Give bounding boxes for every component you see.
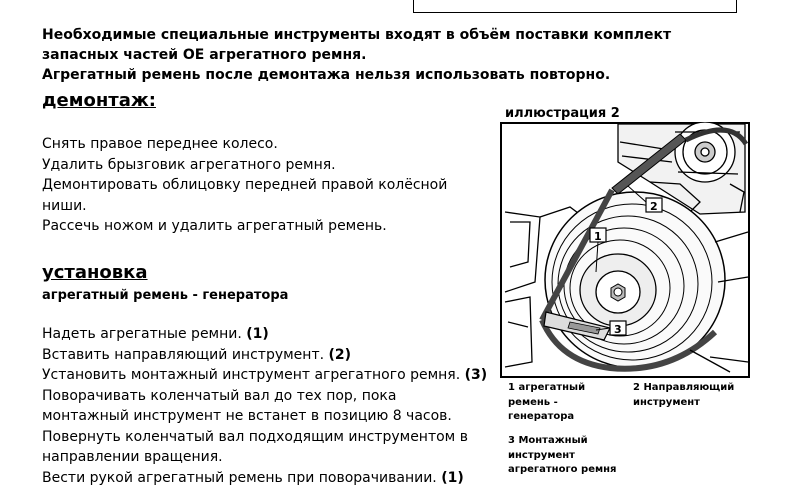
removal-step: Удалить брызговик агрегатного ремня. — [42, 155, 492, 176]
caption-1 — [508, 381, 585, 425]
caption-3 — [508, 434, 616, 478]
caption-line: генератора — [508, 410, 585, 425]
caption-line: агрегатного ремня — [508, 463, 616, 478]
install-steps — [42, 324, 492, 488]
install-step — [42, 345, 492, 366]
caption-line: инструмент — [633, 396, 734, 411]
install-step — [42, 406, 492, 427]
install-step — [42, 468, 492, 488]
caption-2 — [633, 381, 734, 410]
removal-steps — [42, 134, 492, 237]
notice-block — [42, 25, 762, 85]
install-step — [42, 365, 492, 386]
belt-illustration — [500, 122, 750, 378]
top-frame-box — [413, 0, 737, 13]
callout-label: 1 — [594, 230, 602, 243]
removal-step: Рассечь ножом и удалить агрегатный ремень. — [42, 216, 492, 237]
step-text: монтажный инструмент не встанет в позицию 8 часов. — [42, 408, 452, 424]
step-text: Вести рукой агрегатный ремень при поворачивании. — [42, 470, 441, 486]
caption-line: 2 Направляющий — [633, 381, 734, 396]
caption-line: 1 агрегатный — [508, 381, 585, 396]
step-ref: (2) — [329, 347, 352, 363]
notice-line: запасных частей ОЕ агрегатного ремня. — [42, 45, 762, 65]
removal-step: Снять правое переднее колесо. — [42, 134, 492, 155]
notice-line: Агрегатный ремень после демонтажа нельзя использовать повторно. — [42, 65, 762, 85]
caption-line: инструмент — [508, 449, 616, 464]
install-heading: установка — [42, 262, 148, 284]
step-text: Установить монтажный инструмент агрегатного ремня. — [42, 367, 465, 383]
step-ref: (3) — [465, 367, 488, 383]
step-text: Надеть агрегатные ремни. — [42, 326, 246, 342]
illustration-title: иллюстрация 2 — [505, 106, 620, 121]
install-subheading: агрегатный ремень - генератора — [42, 287, 288, 305]
install-step — [42, 386, 492, 407]
removal-heading: демонтаж: — [42, 90, 156, 112]
callout-label: 3 — [614, 323, 622, 336]
caption-line: ремень - — [508, 396, 585, 411]
step-text: направлении вращения. — [42, 449, 223, 465]
install-step — [42, 447, 492, 468]
step-ref: (1) — [441, 470, 464, 486]
step-text: Поворачивать коленчатый вал до тех пор, пока — [42, 388, 396, 404]
callout-label: 2 — [650, 200, 658, 213]
step-text: Повернуть коленчатый вал подходящим инструментом в — [42, 429, 468, 445]
notice-line: Необходимые специальные инструменты входят в объём поставки комплект — [42, 25, 762, 45]
install-step — [42, 324, 492, 345]
caption-line: 3 Монтажный — [508, 434, 616, 449]
step-ref: (1) — [246, 326, 269, 342]
install-step — [42, 427, 492, 448]
removal-step: Демонтировать облицовку передней правой колёсной — [42, 175, 492, 196]
removal-step: ниши. — [42, 196, 492, 217]
step-text: Вставить направляющий инструмент. — [42, 347, 329, 363]
